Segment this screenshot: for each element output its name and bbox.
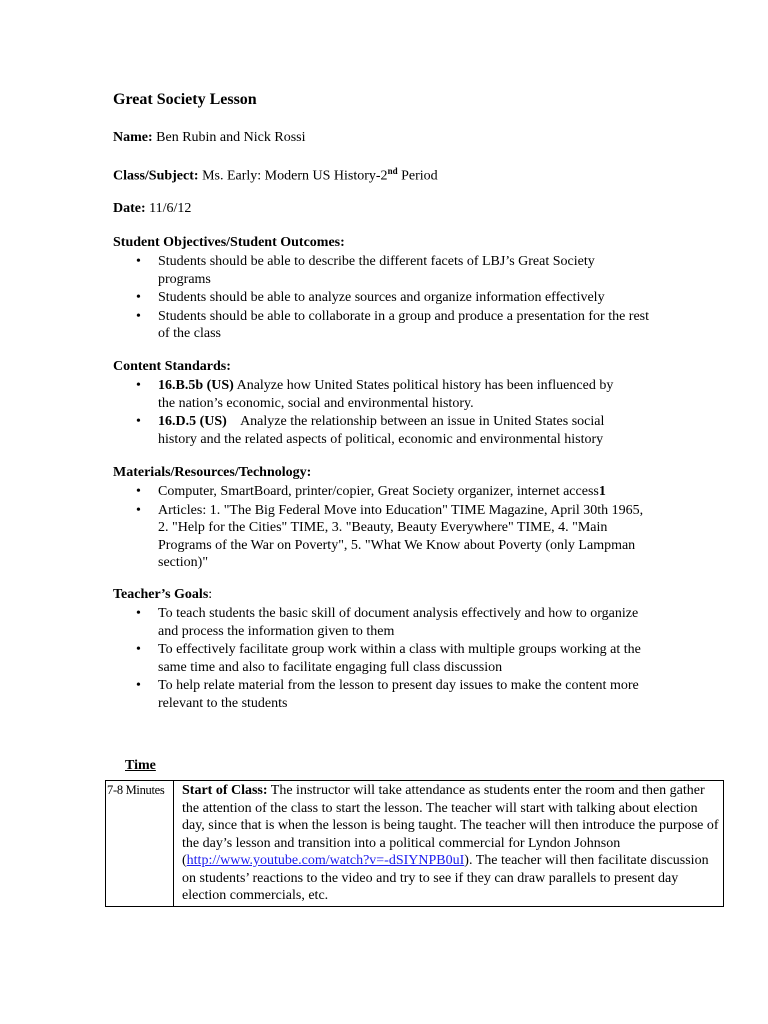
materials-heading: Materials/Resources/Technology:: [113, 465, 312, 480]
goal-1: To teach students the basic skill of document analysis effectively and how to organize and process the information given to them: [158, 606, 639, 639]
standard-text-1: Analyze how United States political history has been influenced by the nation’s economic, social and environmental history.: [158, 378, 617, 411]
objective-1: Students should be able to describe the different facets of LBJ’s Great Society programs: [158, 254, 595, 287]
standard-code-2: 16.D.5 (US): [158, 414, 227, 429]
objective-3: Students should be able to collaborate in a group and produce a presentation for the rest of the class: [158, 308, 650, 341]
standards-list: [130, 377, 630, 449]
objectives-heading: Student Objectives/Student Outcomes:: [113, 235, 345, 250]
objectives-list: [130, 253, 650, 344]
date-value: 11/6/12: [149, 201, 192, 216]
goals-colon: :: [208, 587, 213, 602]
material-1-footnote: 1: [598, 484, 606, 499]
class-subject-superscript: nd: [387, 166, 398, 176]
schedule-table: [105, 780, 724, 907]
class-subject-suffix: Period: [397, 168, 438, 184]
date-label: Date:: [113, 201, 146, 216]
name-value: Ben Rubin and Nick Rossi: [156, 130, 306, 145]
list-item: [130, 605, 650, 640]
time-cell: 7-8 Minutes: [106, 781, 174, 907]
name-label: Name:: [113, 130, 153, 145]
date-field: [113, 201, 191, 217]
standard-code-1: 16.B.5b (US): [158, 378, 234, 393]
time-heading: Time: [125, 758, 156, 773]
video-link[interactable]: http://www.youtube.com/watch?v=-dSIYNPB0uI: [186, 853, 465, 868]
objective-2: Students should be able to analyze sources and organize information effectively: [158, 290, 605, 305]
list-item: [130, 677, 650, 712]
list-item: [130, 413, 630, 448]
content-standards-heading: Content Standards:: [113, 359, 231, 374]
list-item: [130, 641, 650, 676]
class-subject-value: Ms. Early: Modern US History-2: [202, 168, 388, 184]
list-item: [130, 483, 650, 501]
goal-2: To effectively facilitate group work within a class with multiple groups working at the same time and also to facilitate engaging full class discussion: [158, 642, 641, 675]
material-1: Computer, SmartBoard, printer/copier, Great Society organizer, internet access: [158, 484, 599, 499]
goals-heading-row: [113, 587, 212, 603]
goal-3: To help relate material from the lesson to present day issues to make the content more relevant to the students: [158, 678, 639, 711]
list-item: [130, 253, 650, 288]
material-2: Articles: 1. "The Big Federal Move into Education" TIME Magazine, April 30th 1965, 2. "Help for the Cities" TIME, 3. "Beauty, Beauty Everywhere" TIME, 4. "Main Programs of the War on Poverty", 5. "What We Know about Poverty (only Lampman section)": [158, 502, 644, 570]
class-subject-field: [113, 166, 438, 185]
materials-list: [130, 483, 650, 573]
table-row: [106, 781, 724, 907]
list-item: [130, 377, 630, 412]
list-item: [130, 502, 650, 572]
list-item: [130, 308, 650, 343]
standard-text-2: Analyze the relationship between an issue in United States social history and the related aspects of political, economic and environmental history: [158, 414, 608, 447]
activity-label: Start of Class:: [182, 783, 268, 798]
activity-cell: [174, 781, 724, 907]
activity-text-after: ). The teacher will then facilitate discussion on students’ reactions to the video and try to see if they can draw parallels to present day election commercials, etc.: [182, 853, 709, 903]
activity-text-before: The instructor will take attendance as students enter the room and then gather the attention of the class to start the lesson. The teacher will start with talking about election day, since that is when the lesson is being taught. The teacher will then introduce the purpose of the day’s lesson and transition into a political commercial for Lyndon Johnson (: [182, 783, 719, 868]
class-subject-label: Class/Subject:: [113, 168, 199, 184]
document-title: Great Society Lesson: [113, 91, 257, 108]
list-item: [130, 289, 650, 307]
goals-list: [130, 605, 650, 713]
name-field: [113, 130, 306, 146]
goals-heading: Teacher’s Goals: [113, 587, 209, 602]
